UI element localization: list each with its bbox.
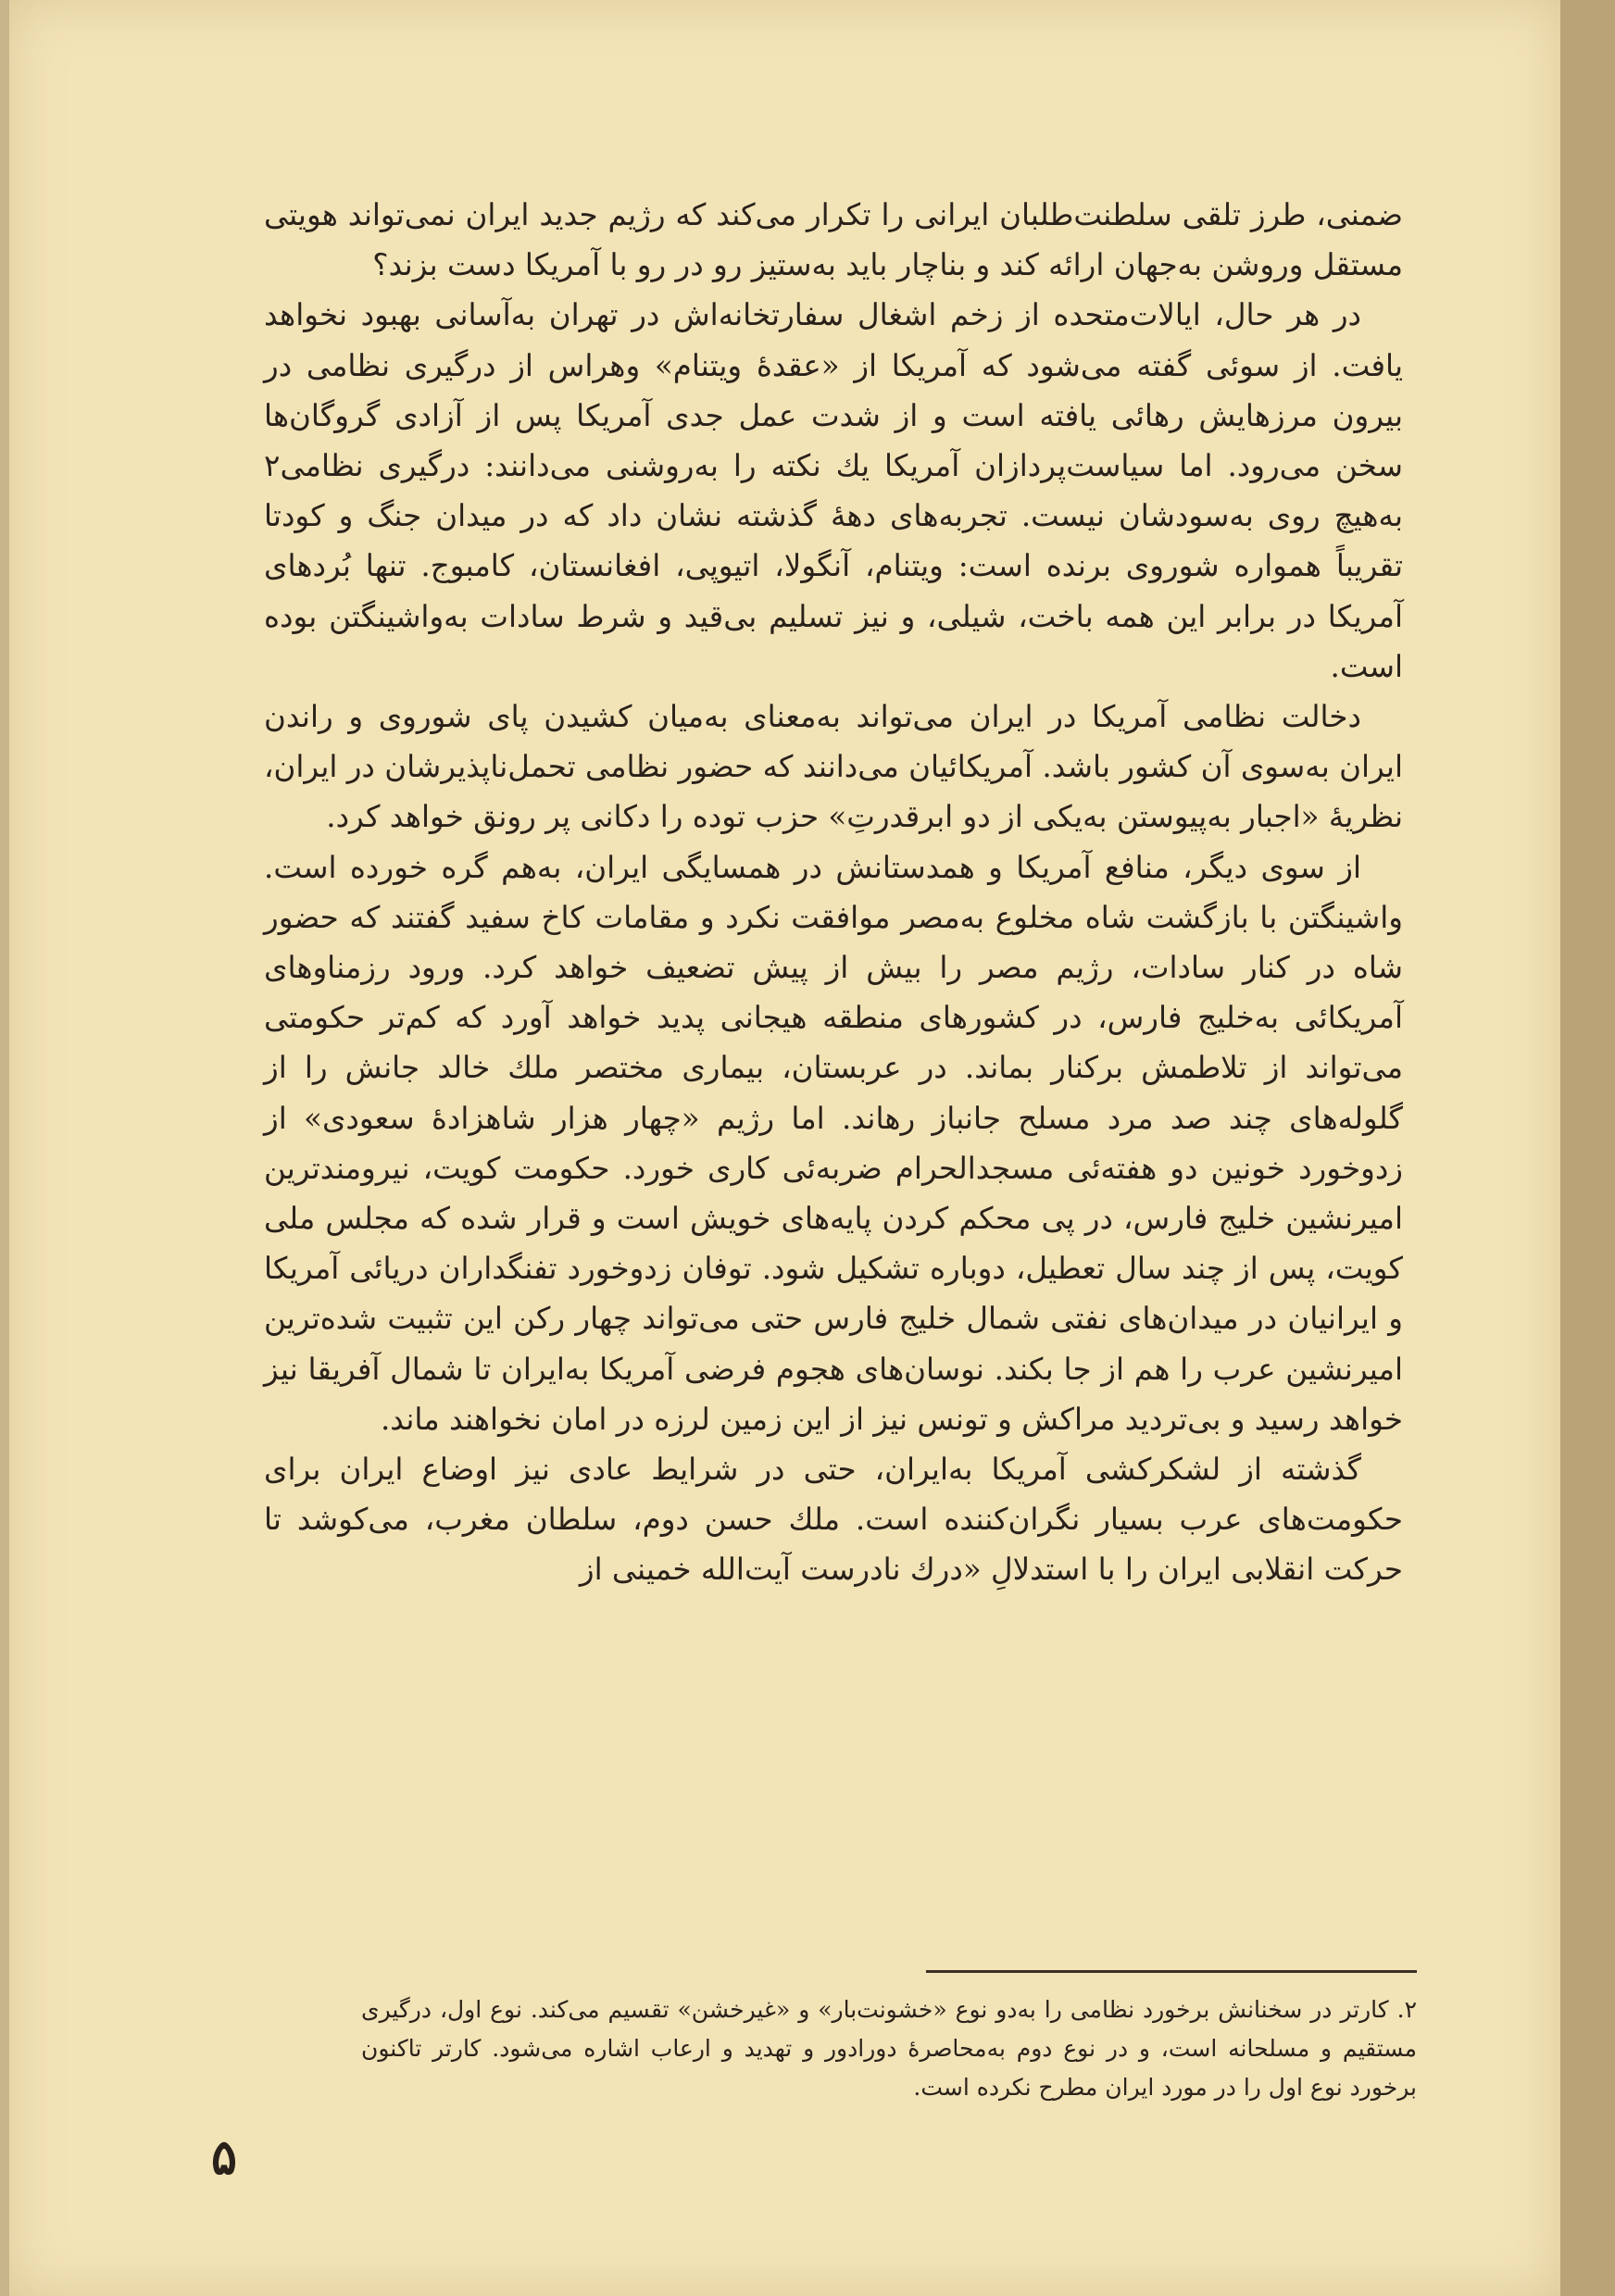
paragraph-4: از سوی دیگر، منافع آمریکا و همدستانش در همسایگی ایران، به‌هم گره خورده است. واشینگتن با بازگشت شاه مخلوع به‌مصر موافقت نکرد و مقامات کاخ سفید گفتند که حضور شاه در کنار سادات، رژیم مصر را بیش از پیش تضعیف خواهد کرد. ورود رزمناوهای آمریکائی به‌خلیج فارس، در کشورهای منطقه هیجانی پدید خواهد آورد که کم‌تر حکومتی می‌تواند از تلاطمش برکنار بماند. در عربستان، بیماری مختصر ملك خالد جانش را از گلوله‌های چند صد مرد مسلح جانباز رهاند. اما رژیم «چهار هزار شاهزادهٔ سعودی» از زدوخورد خونین دو هفته‌ئی مسجدالحرام ضربه‌ئی کاری خورد. حکومت کویت، نیرومندترین امیرنشین خلیج فارس، در پی محکم کردن پایه‌های خویش است و قرار شده که مجلس ملی کویت، پس از چند سال تعطیل، دوباره تشکیل شود. توفان زدوخورد تفنگداران دریائی آمریکا و ایرانیان در میدان‌های نفتی شمال خلیج فارس حتی می‌تواند چهار رکن این تثبیت شده‌ترین امیرنشین عرب را هم از جا بکند. نوسان‌های هجوم فرضی آمریکا به‌ایران تا شمال آفریقا نیز خواهد رسید و بی‌تردید مراکش و تونس نیز از این زمین لرزه در امان نخواهند ماند.	[264, 849, 1403, 1437]
paragraph-2: در هر حال، ایالات‌متحده از زخم اشغال سفارتخانه‌اش در تهران به‌آسانی بهبود نخواهد یافت. از سوئی گفته می‌شود که آمریکا از «عقدهٔ ویتنام» وهراس از درگیری نظامی در بیرون مرزهایش رهائی یافته است و از شدت عمل جدی آمریکا پس از آزادی گروگان‌ها سخن می‌رود. اما سیاست‌پردازان آمریکا یك نکته را به‌روشنی می‌دانند: درگیری نظامی۲ به‌هیچ روی به‌سودشان نیست. تجربه‌های دههٔ گذشته نشان داد که در میدان جنگ و کودتا تقریباً همواره شوروی برنده است: ویتنام، آنگولا، اتیوپی، افغانستان، کامبوج. تنها بُردهای آمریکا در برابر این همه باخت، شیلی، و نیز تسلیم بی‌قید و شرط سادات به‌واشینگتن بوده است.	[264, 297, 1403, 684]
body-text	[264, 190, 1403, 1595]
paragraph-1: ضمنی، طرز تلقی سلطنت‌طلبان ایرانی را تکرار می‌کند که رژیم جدید ایران نمی‌تواند هویتی مستقل وروشن به‌جهان ارائه کند و بناچار باید به‌ستیز رو در رو با آمریکا دست بزند؟	[264, 197, 1403, 283]
paragraph-3: دخالت نظامی آمریکا در ایران می‌تواند به‌معنای به‌میان کشیدن پای شوروی و راندن ایران به‌سوی آن کشور باشد. آمریکائیان می‌دانند که حضور نظامی تحمل‌ناپذیرشان در ایران، نظریهٔ «اجبار به‌پیوستن به‌یکی از دو ابرقدرتِ» حزب توده را دکانی پر رونق خواهد کرد.	[264, 699, 1403, 835]
footnote-divider	[926, 1970, 1417, 1973]
page-number: ۵	[211, 2129, 237, 2186]
page-edge	[1560, 0, 1615, 2296]
footnote: ۲. کارتر در سخنانش برخورد نظامی را به‌دو نوع «خشونت‌بار» و «غیرخشن» تقسیم می‌کند. نوع اول، درگیری مستقیم و مسلحانه است، و در نوع دوم به‌محاصرهٔ دورادور و تهدید و ارعاب اشاره می‌شود. کارتر تاکنون برخورد نوع اول را در مورد ایران مطرح نکرده است.	[361, 1996, 1417, 2101]
paragraph-5: گذشته از لشکرکشی آمریکا به‌ایران، حتی در شرایط عادی نیز اوضاع ایران برای حکومت‌های عرب بسیار نگران‌کننده است. ملك حسن دوم، سلطان مغرب، می‌کوشد تا حرکت انقلابی ایران را با استدلالِ «درك نادرست آیت‌الله خمینی از	[264, 1452, 1403, 1588]
